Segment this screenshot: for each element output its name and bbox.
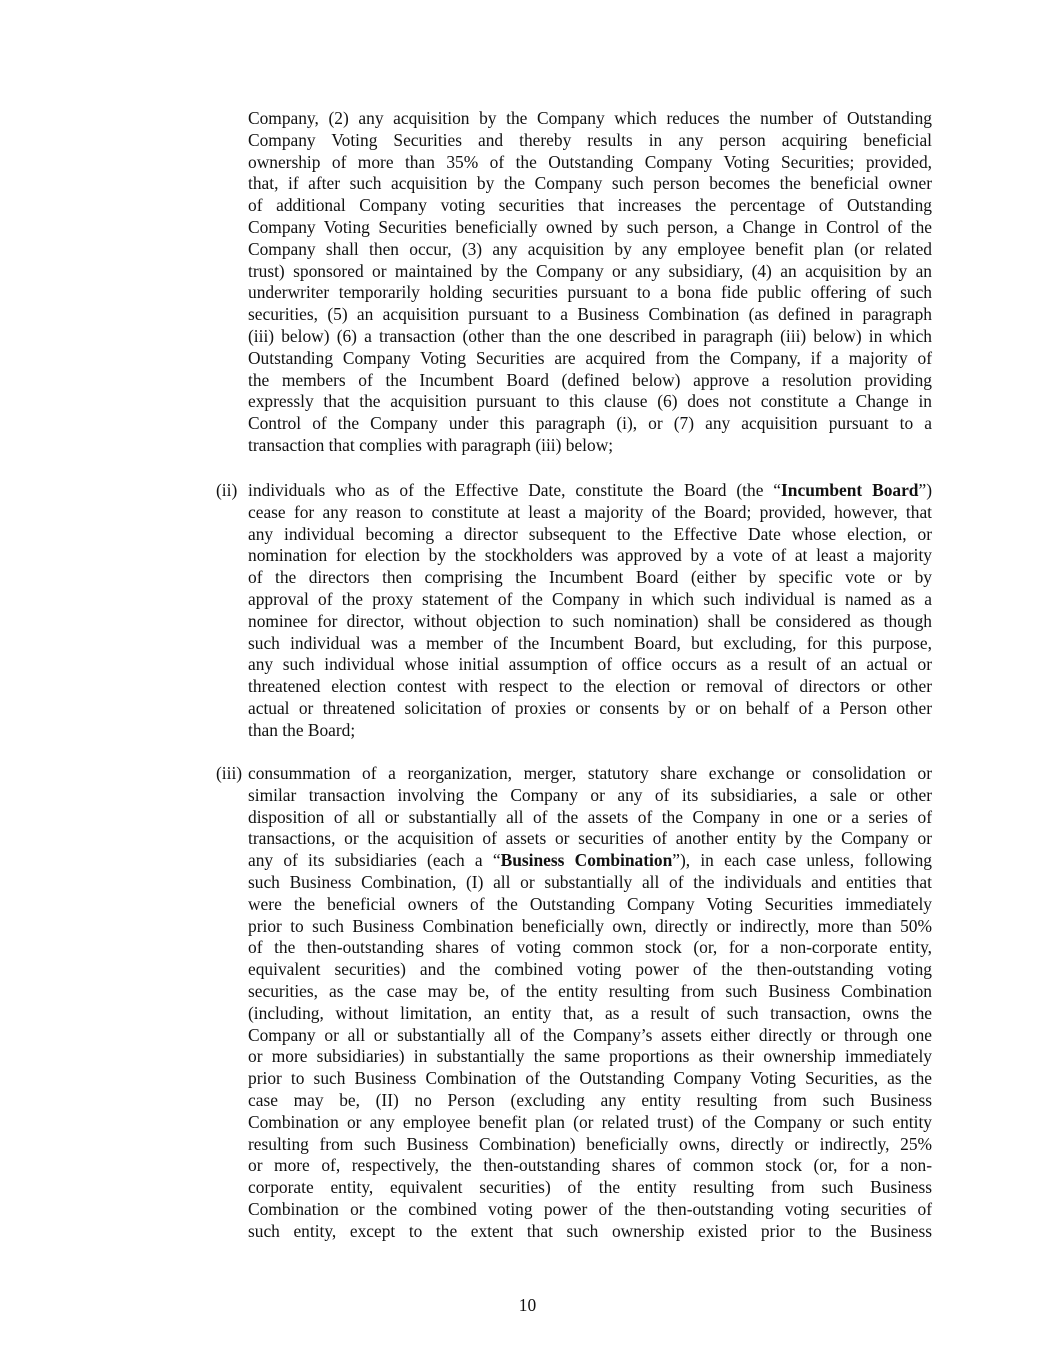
line-text: of the directors then comprising the Incumbent Board (either by specific vote or by bbox=[248, 567, 932, 588]
line-text: were the beneficial owners of the Outstanding Company Voting Securities immediately bbox=[248, 893, 932, 914]
line-text: similar transaction involving the Company or any of its subsidiaries, a sale or other bbox=[248, 784, 932, 805]
paragraph-i-line bbox=[248, 217, 932, 239]
paragraph-iii-line bbox=[248, 1046, 932, 1068]
paragraph-ii-line bbox=[248, 589, 932, 611]
line-text: nomination for election by the stockholders was approved by a vote of at least a majority bbox=[248, 545, 932, 566]
paragraph-iii-line bbox=[248, 937, 932, 959]
line-text: any individual becoming a director subsequent to the Effective Date whose election, or bbox=[248, 523, 932, 544]
paragraph-i-line bbox=[248, 239, 932, 261]
paragraph-i-line bbox=[248, 435, 932, 457]
paragraph-i-line bbox=[248, 413, 932, 435]
paragraph-iii-line bbox=[248, 1003, 932, 1025]
line-text: disposition of all or substantially all of the assets of the Company in one or a series of bbox=[248, 806, 932, 827]
line-text: Control of the Company under this paragraph (i), or (7) any acquisition pursuant to a bbox=[248, 413, 932, 434]
paragraph-ii-line bbox=[248, 545, 932, 567]
paragraph-iii-line bbox=[248, 1155, 932, 1177]
paragraph-iii-line bbox=[248, 1112, 932, 1134]
paragraph-iii-line bbox=[248, 894, 932, 916]
paragraph-ii-line bbox=[248, 502, 932, 524]
line-text: approval of the proxy statement of the Company in which such individual is named as a bbox=[248, 588, 932, 609]
paragraph-i-line bbox=[248, 130, 932, 152]
paragraph-ii-line bbox=[248, 567, 932, 589]
paragraph-ii-line bbox=[248, 524, 932, 546]
line-text: any such individual whose initial assumption of office occurs as a result of an actual or bbox=[248, 654, 932, 675]
paragraph-i-line bbox=[248, 173, 932, 195]
line-text: trust) sponsored or maintained by the Company or any subsidiary, (4) an acquisition by an bbox=[248, 260, 932, 281]
paragraph-iii-line bbox=[248, 1221, 932, 1243]
paragraph-i-line bbox=[248, 261, 932, 283]
text-run: any of its subsidiaries (each a “ bbox=[248, 850, 501, 871]
line-text: Company, (2) any acquisition by the Company which reduces the number of Outstanding bbox=[248, 108, 932, 128]
line-text: (iii) below) (6) a transaction (other than the one described in paragraph (iii) below) in which bbox=[248, 325, 932, 346]
paragraph-iii bbox=[248, 763, 932, 1243]
line-text: cease for any reason to constitute at least a majority of the Board; provided, however, that bbox=[248, 501, 932, 522]
paragraph-i-line bbox=[248, 282, 932, 304]
line-text: such individual was a member of the Incumbent Board, but excluding, for this purpose, bbox=[248, 632, 932, 653]
paragraph-ii bbox=[248, 480, 932, 742]
line-text: Combination or the combined voting power of the then-outstanding voting securities of bbox=[248, 1198, 932, 1219]
paragraph-ii-line bbox=[248, 698, 932, 720]
paragraph-marker-ii: (ii) bbox=[216, 480, 238, 500]
line-text: nominee for director, without objection to such nomination) shall be considered as though bbox=[248, 610, 932, 631]
line-text: Company shall then occur, (3) any acquisition by any employee benefit plan (or related bbox=[248, 238, 932, 259]
line-text: Company Voting Securities beneficially owned by such person, a Change in Control of the bbox=[248, 216, 932, 237]
paragraph-i-line bbox=[248, 152, 932, 174]
paragraph-iii-line bbox=[248, 785, 932, 807]
paragraph-iii-line bbox=[248, 1068, 932, 1090]
line-text: threatened election contest with respect to the election or removal of directors or other bbox=[248, 676, 932, 697]
defined-term-incumbent-board: Incumbent Board bbox=[781, 480, 919, 500]
line-text: of the then-outstanding shares of voting common stock (or, for a non-corporate entity, bbox=[248, 937, 932, 958]
line-text: such entity, except to the extent that such ownership existed prior to the Business bbox=[248, 1220, 932, 1241]
continued-paragraph-i bbox=[248, 108, 932, 457]
text-run: individuals who as of the Effective Date, constitute the Board (the “ bbox=[248, 480, 782, 500]
paragraph-ii-line bbox=[248, 633, 932, 655]
line-text: than the Board; bbox=[248, 719, 356, 740]
line-text: prior to such Business Combination of the Outstanding Company Voting Securities, as the bbox=[248, 1068, 932, 1089]
defined-term-business-combination: Business Combination bbox=[500, 850, 673, 871]
paragraph-iii-line bbox=[248, 850, 932, 872]
line-text: or more subsidiaries) in substantially the same proportions as their ownership immediately bbox=[248, 1046, 932, 1067]
paragraph-i-line bbox=[248, 348, 932, 370]
paragraph-ii-line bbox=[248, 480, 932, 502]
line-text: prior to such Business Combination beneficially own, directly or indirectly, more than 50% bbox=[248, 915, 932, 936]
line-text: of additional Company voting securities that increases the percentage of Outstanding bbox=[248, 195, 932, 216]
line-text: underwriter temporarily holding securities pursuant to a bona fide public offering of such bbox=[248, 282, 932, 303]
paragraph-iii-line bbox=[248, 1134, 932, 1156]
line-text: that, if after such acquisition by the Company such person becomes the beneficial owner bbox=[248, 173, 932, 194]
paragraph-i-line bbox=[248, 370, 932, 392]
line-text: such Business Combination, (I) all or substantially all of the individuals and entities that bbox=[248, 871, 932, 892]
paragraph-iii-line bbox=[248, 807, 932, 829]
line-text: (including, without limitation, an entity that, as a result of such transaction, owns the bbox=[248, 1002, 932, 1023]
paragraph-iii-line bbox=[248, 1199, 932, 1221]
paragraph-ii-line bbox=[248, 720, 932, 742]
paragraph-i-line bbox=[248, 326, 932, 348]
text-run: ”), in each case unless, following bbox=[672, 850, 933, 871]
line-text: Combination or any employee benefit plan (or related trust) of the Company or such entity bbox=[248, 1111, 932, 1132]
line-text: securities, (5) an acquisition pursuant to a Business Combination (as defined in paragraph bbox=[248, 304, 932, 325]
paragraph-i-line bbox=[248, 304, 932, 326]
paragraph-ii-line bbox=[248, 676, 932, 698]
paragraph-iii-line bbox=[248, 916, 932, 938]
paragraph-i-line bbox=[248, 391, 932, 413]
paragraph-i-line bbox=[248, 108, 932, 130]
line-text: case may be, (II) no Person (excluding any entity resulting from such Business bbox=[248, 1089, 932, 1110]
line-text: consummation of a reorganization, merger, statutory share exchange or consolidation or bbox=[248, 763, 932, 783]
paragraph-i-line bbox=[248, 195, 932, 217]
paragraph-marker-iii: (iii) bbox=[216, 763, 243, 783]
line-text: the members of the Incumbent Board (defined below) approve a resolution providing bbox=[248, 369, 932, 390]
line-text: equivalent securities) and the combined voting power of the then-outstanding voting bbox=[248, 959, 932, 980]
paragraph-iii-line bbox=[248, 1025, 932, 1047]
line-text: transaction that complies with paragraph (iii) below; bbox=[248, 434, 614, 455]
line-text: corporate entity, equivalent securities) of the entity resulting from such Business bbox=[248, 1177, 932, 1198]
paragraph-iii-line bbox=[248, 1177, 932, 1199]
line-text: Company or all or substantially all of the Company’s assets either directly or through one bbox=[248, 1024, 932, 1045]
text-run: ”) bbox=[918, 480, 932, 500]
paragraph-iii-line bbox=[248, 959, 932, 981]
line-text: Outstanding Company Voting Securities are acquired from the Company, if a majority of bbox=[248, 347, 932, 368]
line-text: Company Voting Securities and thereby results in any person acquiring beneficial bbox=[248, 129, 932, 150]
paragraph-iii-line bbox=[248, 872, 932, 894]
line-text: expressly that the acquisition pursuant to this clause (6) does not constitute a Change in bbox=[248, 391, 932, 412]
line-text: securities, as the case may be, of the entity resulting from such Business Combination bbox=[248, 980, 932, 1001]
paragraph-iii-line bbox=[248, 981, 932, 1003]
line-text: transactions, or the acquisition of assets or securities of another entity by the Company or bbox=[248, 828, 932, 849]
line-text: resulting from such Business Combination) beneficially owns, directly or indirectly, 25% bbox=[248, 1133, 932, 1154]
paragraph-ii-line bbox=[248, 654, 932, 676]
paragraph-iii-line bbox=[248, 763, 932, 785]
line-text: actual or threatened solicitation of proxies or consents by or on behalf of a Person other bbox=[248, 697, 932, 718]
paragraph-iii-line bbox=[248, 1090, 932, 1112]
line-text: or more of, respectively, the then-outstanding shares of common stock (or, for a non- bbox=[248, 1155, 932, 1176]
page-number: 10 bbox=[518, 1295, 537, 1315]
paragraph-ii-line bbox=[248, 611, 932, 633]
line-text: ownership of more than 35% of the Outstanding Company Voting Securities; provided, bbox=[248, 151, 932, 172]
paragraph-iii-line bbox=[248, 828, 932, 850]
